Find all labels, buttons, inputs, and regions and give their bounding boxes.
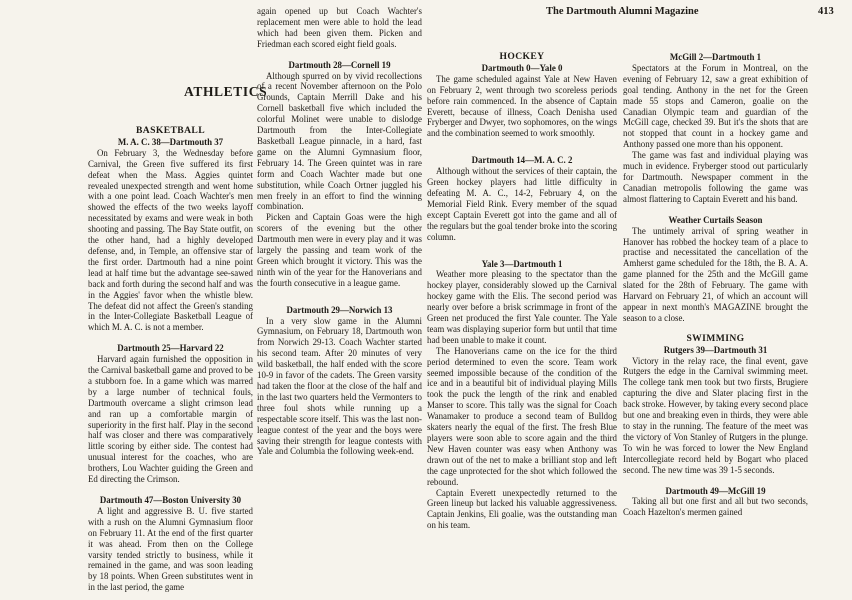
- game-heading: Yale 3—Dartmouth 1: [481, 258, 563, 269]
- game-heading: Dartmouth 0—Yale 0: [481, 62, 563, 73]
- section-heading-hockey: HOCKEY: [499, 51, 545, 62]
- article-paragraph: Although without the services of their captain, the Green hockey players had little difficulty in defeating M. A. C., 14-2, February 4, on the Memorial Field Rink. Every member of the squad except Captain Everett got into the game and all of the regulars but the goal tender broke into the scoring column.: [427, 166, 618, 242]
- page-number: 413: [818, 6, 834, 17]
- game-heading: Dartmouth 14—M. A. C. 2: [471, 155, 573, 166]
- game-heading: Rutgers 39—Dartmouth 31: [663, 344, 768, 355]
- column-4: [623, 52, 808, 518]
- article-paragraph: In a very slow game in the Alumni Gymnasium, on February 18, Dartmouth won from Norwich 29-13. Coach Wachter started his second team. After 20 minutes of very wild basketball, the half ended with the score 10-9 in favor of the cadets. The Green varsity had taken the floor at the close of the half and in the last two quarters held the Vermonters to three foul shots while running up a respectable score itself. This was the last non-league contest of the year and the boys were saving their strength for league contests with Yale and Columbia the following week-end.: [257, 315, 422, 457]
- game-heading: McGill 2—Dartmouth 1: [669, 52, 762, 62]
- article-paragraph: On February 3, the Wednesday before Carnival, the Green five suffered its first defeat when the Mass. Aggies quintet revealed unexpected strength and went home with a one point lead. Coach Wachter's men showed the effects of the two weeks layoff necessitated by exams and were weak in both shooting and passing. The Bay State outfit, on the other hand, had a highly developed defense, and, in Temple, an offensive star of the first order. Dartmouth had a nine point lead at half time but the advantage see-sawed back and forth during the second half and was in the Aggies' favor when the whistle blew. The defeat did not affect the Green's standing in the Inter-Collegiate Basketball League of which M. A. C. is not a member.: [88, 147, 253, 333]
- column-3: [427, 52, 617, 531]
- article-paragraph: Harvard again furnished the opposition in the Carnival basketball game and proved to be a stubborn foe. In a game which was marred by a large number of technical fouls, Dartmouth overcame a slight crimson lead and ran up a comfortable margin of superiority in the first half. Play in the second half was closer and there was comparatively little scoring by either side. The contest had unusual interest for the coaches, who are brothers, Lou Wachter guiding the Green and Ed directing the Crimson.: [88, 354, 253, 485]
- running-head: The Dartmouth Alumni Magazine: [546, 6, 699, 17]
- page-title: ATHLETICS: [184, 84, 268, 99]
- article-paragraph: Captain Everett unexpectedly returned to the Green lineup but lacked his valuable aggressiveness. Captain Jenkins, Eli goalie, was the outstanding man on his team.: [427, 487, 617, 531]
- article-paragraph: Weather more pleasing to the spectator than the hockey player, considerably slowed up the Carnival hockey game with the Elis. The second period was nearly over before a brisk scrimmage in front of the Green net produced the first Yale counter. The Yale team was displaying superior form but until that time had been unable to make it count.: [427, 269, 617, 345]
- article-paragraph: again opened up but Coach Wachter's replacement men were able to hold the lead which had been given them. Picken and Friedman each scored eight field goals.: [257, 6, 422, 49]
- article-paragraph: Picken and Captain Goas were the high scorers of the evening but the other Dartmouth men were in every play and it was largely the passing and team work of the Green which brought it victory. This was the ninth win of the year for the Hanoverians and the fourth consecutive in a league game.: [257, 212, 422, 288]
- game-heading: M. A. C. 38—Dartmouth 37: [117, 136, 224, 147]
- section-heading-swimming: SWIMMING: [686, 332, 745, 344]
- game-heading: Dartmouth 49—McGill 19: [665, 485, 766, 496]
- article-paragraph: The Hanoverians came on the ice for the third period determined to even the score. Team work seemed impossible because of the condition of the ice and in a beautiful bit of individual playing Mills took the puck the length of the rink and enabled Manser to score. This tally was the signal for Coach Wanamaker to produce a second team of Bulldog skaters nearly the equal of the first. The fresh Blue players were soon able to score again and the third New Haven counter was easy when Anthony was drawn out of the net to make a brilliant stop and left the cage unprotected for the shot which followed the rebound.: [427, 345, 617, 487]
- game-heading: Dartmouth 25—Harvard 22: [117, 343, 224, 354]
- article-paragraph: The game was fast and individual playing was much in evidence. Fryberger stood out particularly for Dartmouth. Newspaper comment in the Canadian metropolis following the game was almost flattering to Captain Everett and his band.: [623, 150, 808, 204]
- article-paragraph: Spectators at the Forum in Montreal, on the evening of February 12, saw a great exhibition of goal tending. Anthony in the net for the Green made 55 stops and Cameron, goalie on the Canadian Olympic team and guardian of the McGill cage, checked 39. But it's the shots that are not stopped that count in a hockey game and Anthony passed one more than his opponent.: [623, 62, 808, 150]
- article-paragraph: Victory in the relay race, the final event, gave Rutgers the edge in the Carnival swimming meet. The college tank men took but two firsts, Brugiere capturing the dive and Slater placing first in the back stroke. However, by taking every second place but one and breaking even in thirds, they were able to stay in the running. The feature of the meet was the victory of Von Stanley of Rutgers in the plunge. To win he was forced to lower the New England Intercollegiate record held by Bogart who placed second. The new time was 39 1-5 seconds.: [623, 355, 808, 475]
- game-heading: Dartmouth 29—Norwich 13: [286, 304, 393, 315]
- game-heading: Dartmouth 47—Boston University 30: [99, 495, 242, 505]
- section-heading-basketball: BASKETBALL: [135, 125, 206, 136]
- column-1: [88, 126, 253, 593]
- article-paragraph: Taking all but one first and all but two seconds, Coach Hazelton's mermen gained: [623, 496, 808, 518]
- article-paragraph: The game scheduled against Yale at New Haven on February 2, went through two scoreless periods before rain commenced. In the absence of Captain Everett, because of illness, Coach Denisha used Fryberger and Dwyer, two sophomores, on the wings and the combination seemed to work smoothly.: [427, 73, 617, 139]
- column-2: [257, 6, 422, 457]
- game-heading: Dartmouth 28—Cornell 19: [288, 59, 391, 70]
- article-paragraph: The untimely arrival of spring weather in Hanover has robbed the hockey team of a place to practise and necessitated the cancellation of the Amherst game scheduled for the 18th, the B. A. A. game planned for the 25th and the McGill game slated for the 28th of February. The game with Harvard on February 21, of which an account will appear in next month's MAGAZINE brought the season to a close.: [623, 225, 808, 323]
- subsection-heading: Weather Curtails Season: [668, 214, 763, 225]
- article-paragraph: A light and aggressive B. U. five started with a rush on the Alumni Gymnasium floor on February 11. At the end of the first quarter it was ahead. From then on the College varsity tended strictly to business, while it remained in the game, and was soon leading by 18 points. When Green substitutes went in in the last period, the game: [88, 505, 253, 593]
- article-paragraph: Although spurred on by vivid recollections of a recent November afternoon on the Polo Grounds, Captain Merrill Dake and his Cornell basketball five which included the colorful Molinet were unable to dislodge Dartmouth from the Inter-Collegiate Basketball League pinnacle, in a hard, fast game on the Alumni Gymnasium floor, February 14. The Green quintet was in rare form and Coach Wachter made but one substitution, while Coach Ortner juggled his men freely in an effort to find the winning combination.: [257, 70, 422, 212]
